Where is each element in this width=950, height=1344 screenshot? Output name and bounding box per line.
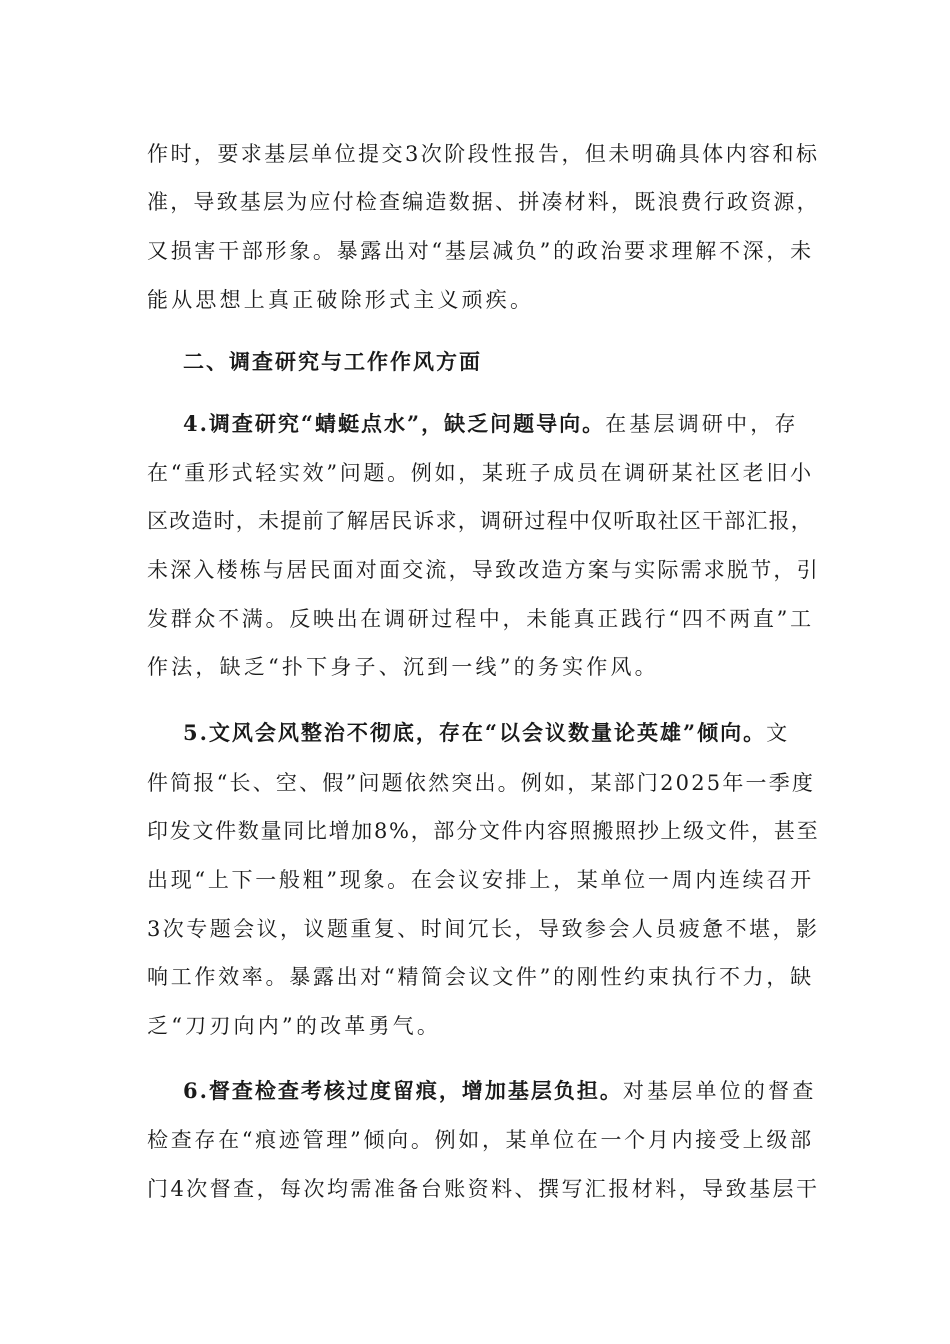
paragraph-line: 件简报“长、空、假”问题依然突出。例如，某部门2025年一季度 [147,771,816,795]
paragraph-line: 区改造时，未提前了解居民诉求，调研过程中仅听取社区干部汇报， [147,509,813,533]
paragraph-line: 作时，要求基层单位提交3次阶段性报告，但未明确具体内容和标 [147,142,820,166]
paragraph-line: 检查存在“痕迹管理”倾向。例如，某单位在一个月内接受上级部 [147,1128,814,1152]
paragraph-line: 能从思想上真正破除形式主义顽疾。 [147,288,535,312]
paragraph-line: 作法，缺乏“扑下身子、沉到一线”的务实作风。 [147,655,659,679]
item-6-text: 对基层单位的督查 [622,1079,817,1103]
item-4-title: 4.调查研究“蜻蜓点水”，缺乏问题导向。 [183,411,606,436]
paragraph-line: 在“重形式轻实效”问题。例如，某班子成员在调研某社区老旧小 [147,461,814,485]
paragraph-line: 出现“上下一般粗”现象。在会议安排上，某单位一周内连续召开 [147,868,814,892]
item-5-first-line [183,720,790,746]
item-4-first-line [183,411,799,437]
section-heading: 二、调查研究与工作作风方面 [183,349,482,374]
paragraph-line: 响工作效率。暴露出对“精简会议文件”的刚性约束执行不力，缺 [147,965,814,989]
item-5-title: 5.文风会风整治不彻底，存在“以会议数量论英雄”倾向。 [183,720,767,745]
paragraph-line: 未深入楼栋与居民面对面交流，导致改造方案与实际需求脱节，引 [147,558,820,582]
paragraph-line: 发群众不满。反映出在调研过程中，未能真正践行“四不两直”工 [147,607,814,631]
paragraph-line: 乏“刀刃向内”的改革勇气。 [147,1014,442,1038]
paragraph-line: 准，导致基层为应付检查编造数据、拼凑材料，既浪费行政资源， [147,190,820,214]
item-6-title: 6.督查检查考核过度留痕，增加基层负担。 [183,1078,623,1103]
paragraph-line: 门4次督查，每次均需准备台账资料、撰写汇报材料，导致基层干 [147,1177,820,1201]
item-5-text: 文 [766,721,791,745]
paragraph-line: 3次专题会议，议题重复、时间冗长，导致参会人员疲惫不堪，影 [147,917,820,941]
item-4-text: 在基层调研中，存 [605,412,799,436]
paragraph-line: 印发文件数量同比增加8%，部分文件内容照搬照抄上级文件，甚至 [147,819,820,843]
paragraph-line: 又损害干部形象。暴露出对“基层减负”的政治要求理解不深，未 [147,239,814,263]
item-6-first-line [183,1078,817,1104]
